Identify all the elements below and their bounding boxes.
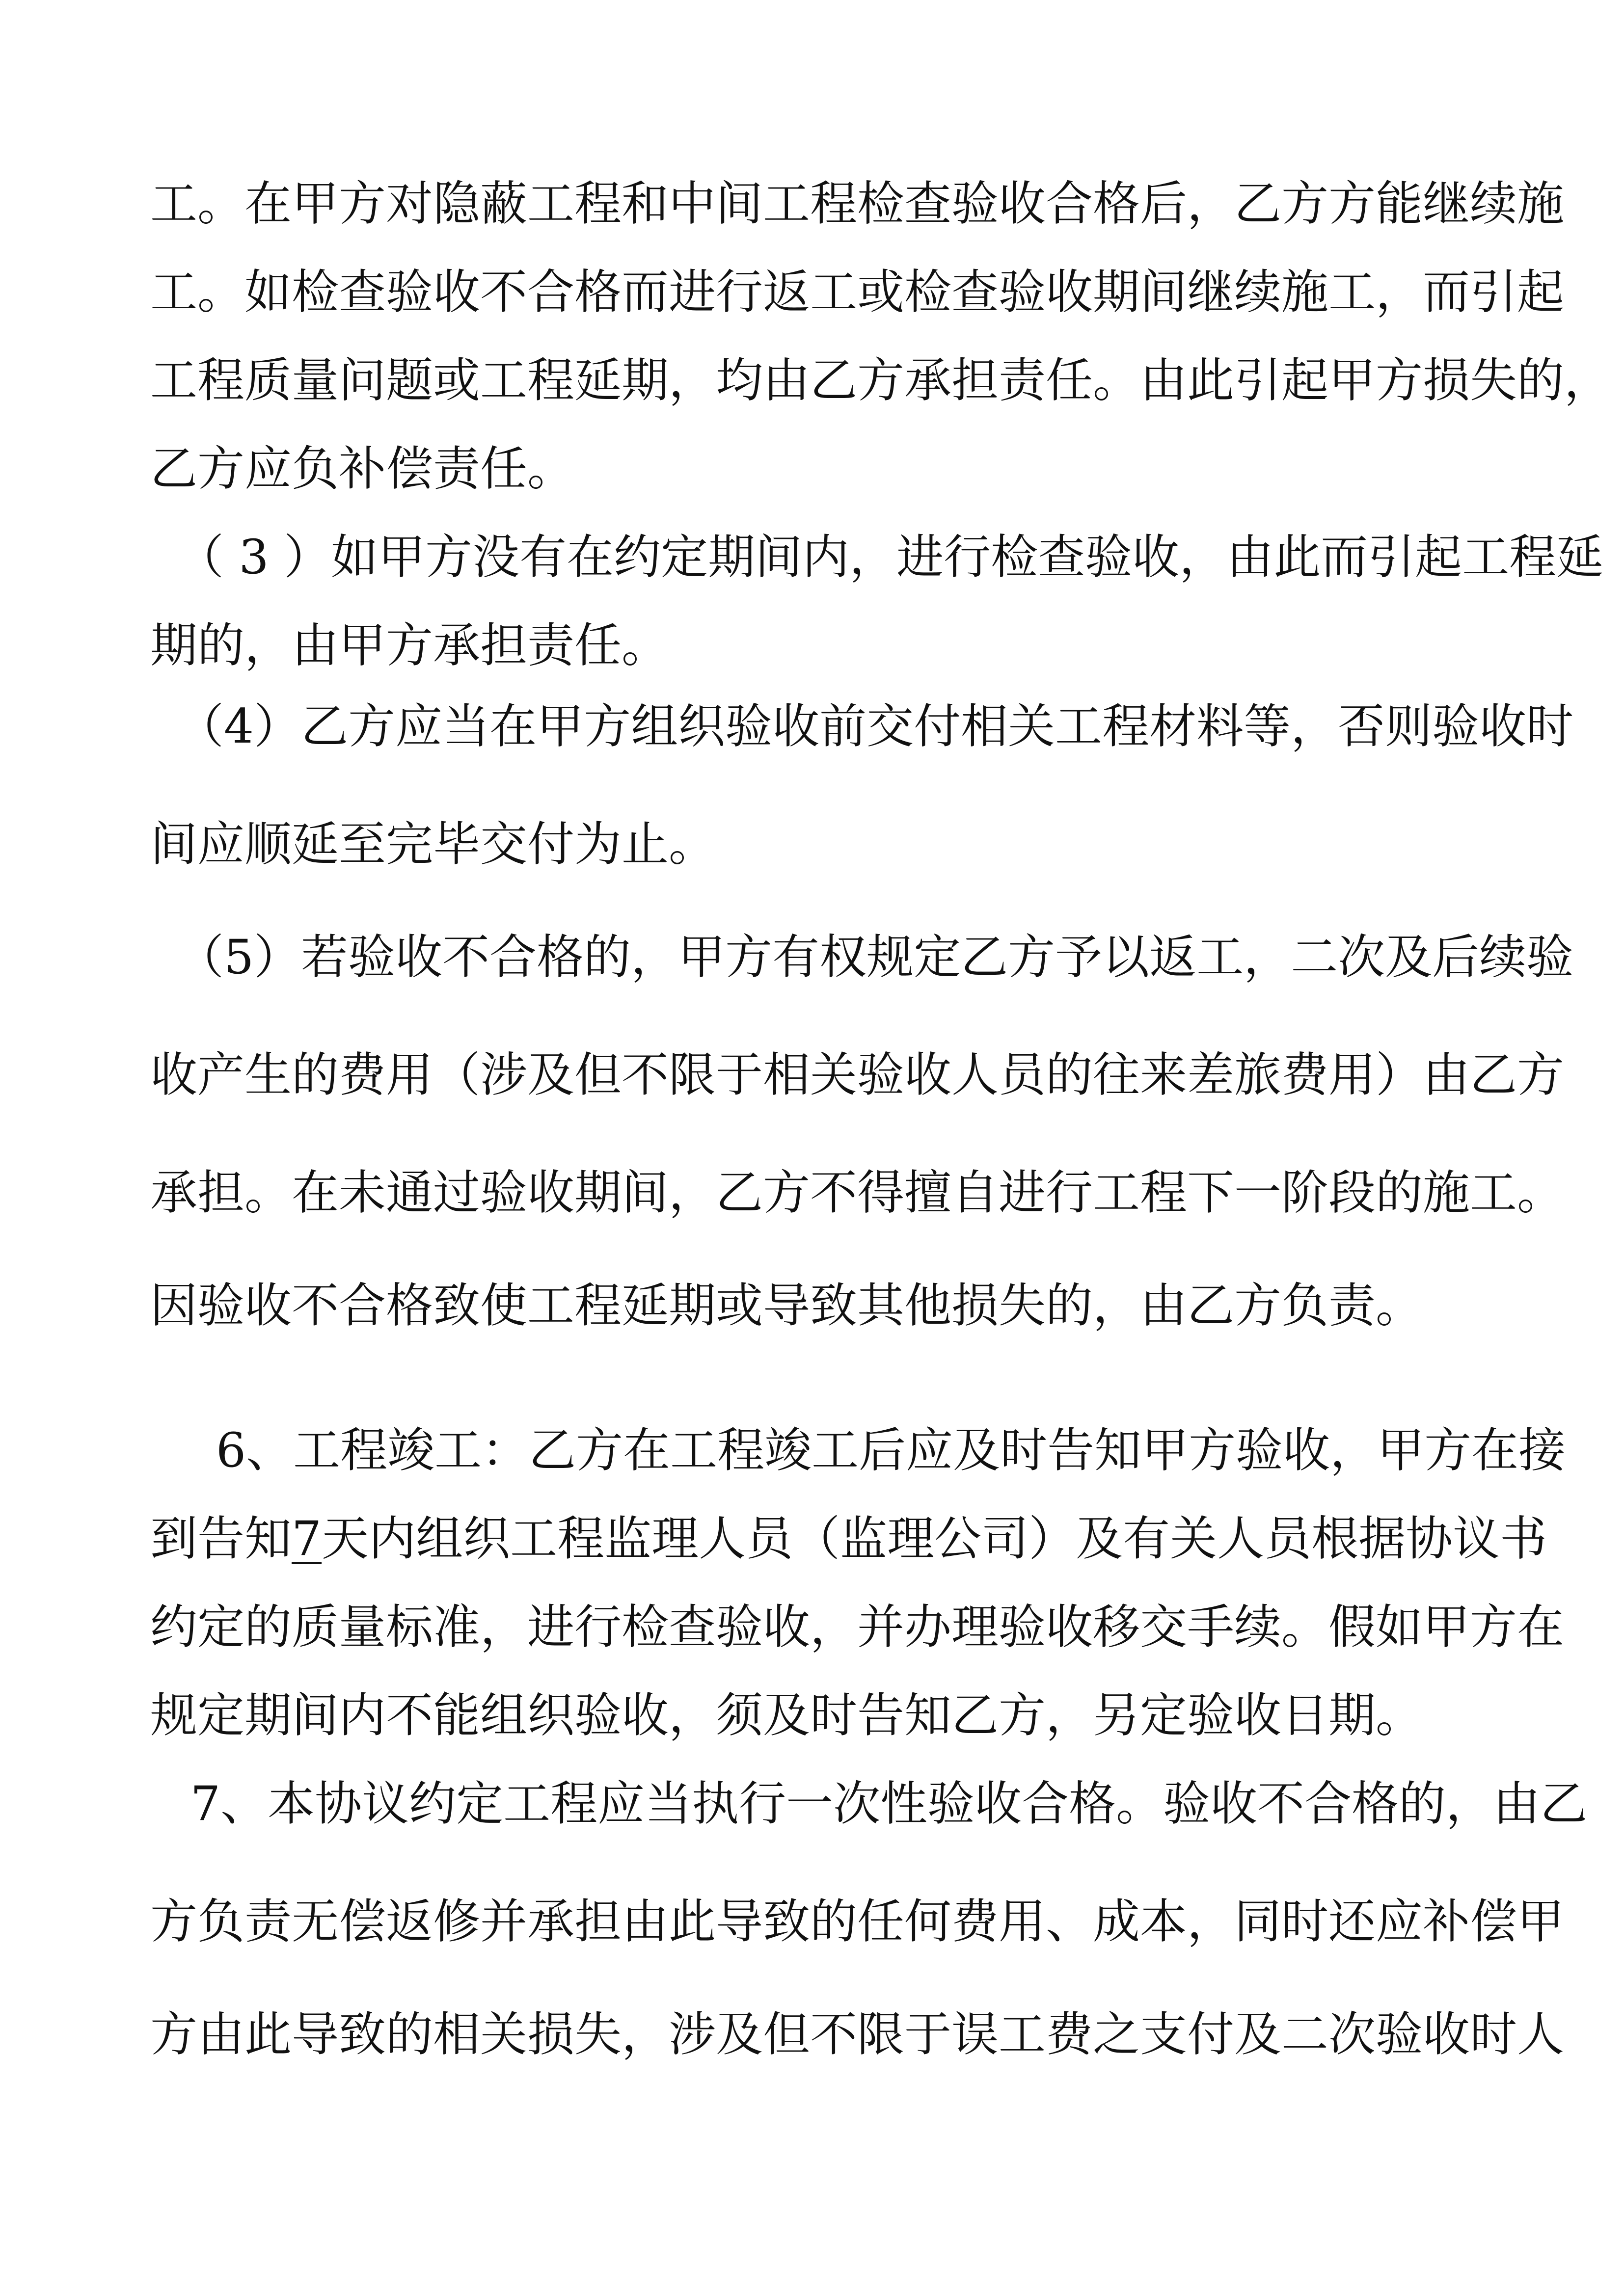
line-text-after: 天内组织工程监理人员（监理公司）及有关人员根据协议书 [322, 1511, 1547, 1566]
line-text: 方负责无偿返修并承担由此导致的任何费用、成本，同时还应补偿甲 [150, 1894, 1564, 1949]
text-line [0, 815, 1624, 874]
text-line [0, 351, 1624, 410]
text-line [0, 1421, 1624, 1480]
line-text: 因验收不合格致使工程延期或导致其他损失的，由乙方负责。 [150, 1278, 1423, 1333]
line-text: 工。如检查验收不合格而进行返工或检查验收期间继续施工，而引起 [150, 265, 1564, 320]
line-text: 间应顺延至完毕交付为止。 [150, 817, 716, 872]
text-line [0, 928, 1624, 987]
text-line [0, 1509, 1624, 1568]
line-text: 期的，由甲方承担责任。 [150, 618, 669, 673]
line-text: 7、本协议约定工程应当执行一次性验收合格。验收不合格的，由乙 [190, 1776, 1588, 1831]
line-text: 收产生的费用（涉及但不限于相关验收人员的往来差旅费用）由乙方 [150, 1047, 1564, 1102]
line-text: 规定期间内不能组织验收，须及时告知乙方，另定验收日期。 [150, 1688, 1423, 1743]
line-text: （4）乙方应当在甲方组织验收前交付相关工程材料等，否则验收时 [177, 699, 1574, 754]
text-line [0, 697, 1624, 756]
line-text-before: 到告知 [150, 1511, 292, 1566]
text-line [0, 174, 1624, 233]
text-line [0, 439, 1624, 498]
text-line [0, 263, 1624, 321]
line-text [150, 1509, 1547, 1568]
text-line [0, 616, 1624, 675]
line-text: （5）若验收不合格的，甲方有权规定乙方予以返工，二次及后续验 [177, 930, 1574, 985]
text-line [0, 1276, 1624, 1335]
line-text: 方由此导致的相关损失，涉及但不限于误工费之支付及二次验收时人 [150, 2007, 1564, 2062]
text-line [0, 1774, 1624, 1833]
text-line [0, 1686, 1624, 1745]
line-text: 6、工程竣工：乙方在工程竣工后应及时告知甲方验收，甲方在接 [216, 1423, 1566, 1478]
text-line [0, 1598, 1624, 1656]
text-line [0, 1892, 1624, 1951]
text-line [0, 528, 1624, 587]
line-text: 约定的质量标准，进行检查验收，并办理验收移交手续。假如甲方在 [150, 1600, 1564, 1655]
line-text: 乙方应负补偿责任。 [150, 441, 574, 496]
underlined-number: 7 [292, 1511, 322, 1566]
line-text: 工。在甲方对隐蔽工程和中间工程检查验收合格后，乙方方能继续施 [150, 176, 1564, 231]
line-text: 工程质量问题或工程延期，均由乙方承担责任。由此引起甲方损失的， [150, 353, 1611, 408]
line-text: 承担。在未通过验收期间，乙方不得擅自进行工程下一阶段的施工。 [150, 1165, 1564, 1220]
line-text: （ 3 ）如甲方没有在约定期间内，进行检查验收，由此而引起工程延 [177, 530, 1604, 585]
text-line [0, 2005, 1624, 2064]
text-line [0, 1163, 1624, 1222]
text-line [0, 1045, 1624, 1104]
